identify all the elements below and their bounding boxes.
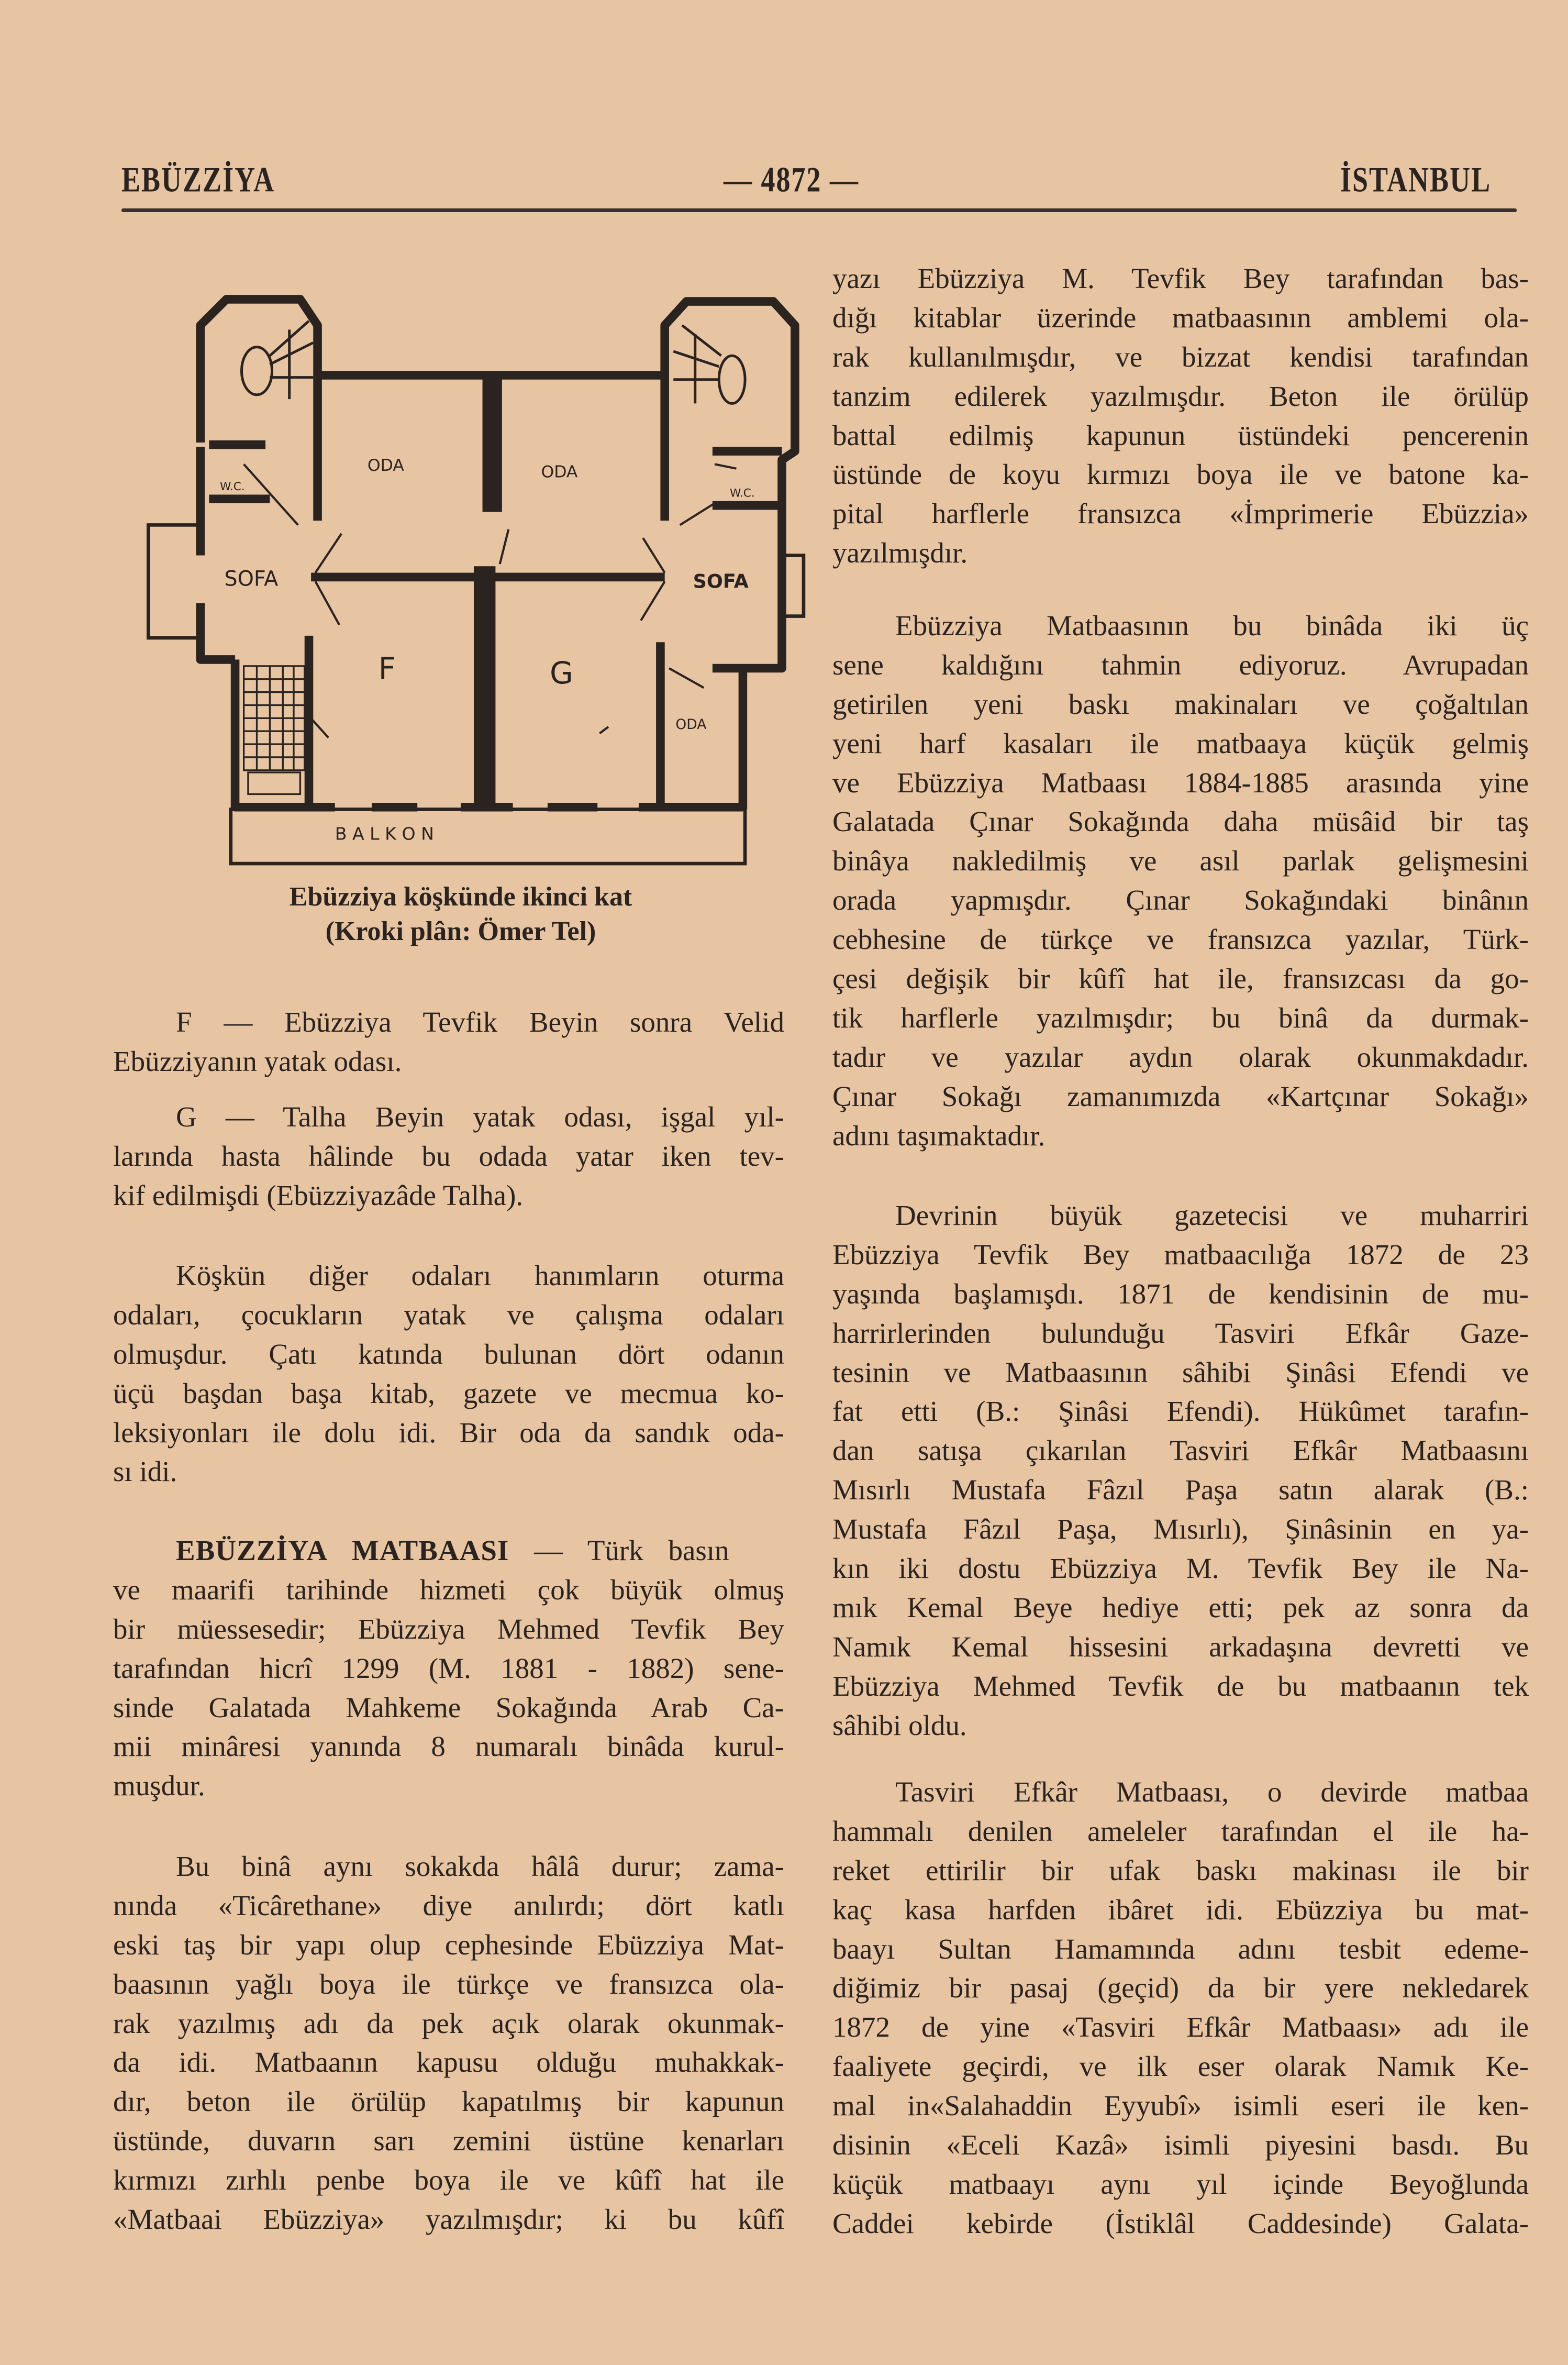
text-line: kırmızı zırhlı penbe boya ile ve kûfî hat ile xyxy=(113,2164,784,2196)
text-line: mii minâresi yanında 8 numaralı binâda kurul- xyxy=(113,1730,784,1763)
text-line: larında hasta hâlinde bu odada yatar iken tev- xyxy=(113,1140,784,1172)
text-line: sâhibi oldu. xyxy=(832,1709,967,1741)
paragraph xyxy=(113,1256,784,1491)
label-oda-3: ODA xyxy=(675,716,707,733)
text-line: tarafından hicrî 1299 (M. 1881 - 1882) sene- xyxy=(113,1652,784,1684)
text-line: baasının yağlı boya ile türkçe ve fransızca ola- xyxy=(113,1968,784,2000)
text-line: dığı kitablar üzerinde matbaasının amblemi ola- xyxy=(832,301,1529,334)
text-line: ve Ebüzziya Matbaası 1884-1885 arasında yine xyxy=(832,766,1529,799)
floor-plan-figure xyxy=(131,278,811,932)
text-line: harrirlerinden bulunduğu Tasviri Efkâr Gaze- xyxy=(832,1317,1529,1349)
text-line: da idi. Matbaanın kapusu olduğu muhakkak- xyxy=(113,2046,784,2079)
running-header-right: İSTANBUL xyxy=(1340,160,1492,200)
text-line: ve maarifi tarihinde hizmeti çok büyük olmuş xyxy=(113,1573,784,1606)
text-line: binâya nakledilmiş ve asıl parlak gelişmesini xyxy=(832,845,1529,877)
paragraph xyxy=(113,1098,784,1215)
text-line: Ebüzziyanın yatak odası. xyxy=(113,1045,402,1077)
text-line: muşdur. xyxy=(113,1770,205,1802)
label-oda-1: ODA xyxy=(367,456,404,475)
text-line: disinin «Eceli Kazâ» isimli piyesini basdı. Bu xyxy=(832,2129,1529,2161)
label-oda-2: ODA xyxy=(541,462,578,482)
text-line: Ebüzziya Mehmed Tevfik de bu matbaanın tek xyxy=(832,1670,1529,1702)
text-line: orada yapmışdır. Çınar Sokağındaki binânın xyxy=(832,884,1529,916)
paragraph xyxy=(113,1531,784,1806)
text-line: sene kaldığını tahmin ediyoruz. Avrupadan xyxy=(832,648,1529,681)
text-line: Çınar Sokağı zamanımızda «Kartçınar Sokağı» xyxy=(832,1080,1529,1112)
text-line: fat etti (B.: Şinâsi Efendi). Hükûmet tarafın- xyxy=(832,1395,1529,1428)
text-line: Galatada Çınar Sokağında daha müsâid bir taş xyxy=(832,805,1529,838)
text-line: tik harflerle yazılmışdır; bu binâ da durmak- xyxy=(832,1001,1529,1034)
text-line: yazılmışdır. xyxy=(832,537,968,569)
paragraph xyxy=(832,606,1529,1155)
text-line: Ebüzziya Matbaasının bu binâda iki üç xyxy=(895,610,1529,642)
text-line: tesinin ve Matbaasının sâhibi Şinâsi Efendi ve xyxy=(832,1356,1529,1388)
text-line: G — Talha Beyin yatak odası, işgal yıl- xyxy=(176,1101,784,1133)
text-line-rest: — Türk basın xyxy=(509,1534,729,1566)
text-line: Tasviri Efkâr Matbaası, o devirde matbaa xyxy=(895,1776,1529,1808)
figure-caption-line-2: (Kroki plân: Ömer Tel) xyxy=(325,916,596,946)
balcony xyxy=(231,809,745,864)
text-line: hammalı denilen ameleler tarafından el ile ha- xyxy=(832,1815,1529,1847)
text-line: kif edilmişdi (Ebüzziyazâde Talha). xyxy=(113,1179,524,1211)
text-line: kaç kasa harfden ibâret idi. Ebüzziya bu mat- xyxy=(832,1893,1529,1926)
text-line: diğimiz bir pasaj (geçid) da bir yere nekledarek xyxy=(832,1972,1529,2004)
text-line: olmuşdur. Çatı katında bulunan dört odanın xyxy=(113,1338,784,1370)
wall-top-middle xyxy=(483,375,502,512)
paragraph xyxy=(832,1196,1529,1745)
text-line: leksiyonları ile dolu idi. Bir oda da sandık oda- xyxy=(113,1416,784,1449)
paragraph xyxy=(832,1773,1529,2244)
text-line: çesi değişik bir kûfî hat ile, fransızcası da go- xyxy=(832,963,1529,995)
text-line: Caddei kebirde (İstiklâl Caddesinde) Galata- xyxy=(832,2207,1529,2239)
text-line: «Matbaai Ebüzziya» yazılmışdır; ki bu kûfî xyxy=(113,2203,784,2236)
section-heading: EBÜZZİYA MATBAASI xyxy=(176,1534,509,1566)
text-line: yaşında başlamışdı. 1871 de kendisinin de mu- xyxy=(832,1277,1529,1310)
paragraph xyxy=(113,1003,784,1081)
text-line: reket ettirilir bir ufak baskı makinası ile bir xyxy=(832,1854,1529,1886)
text-line: mık Kemal Beye hediye etti; pek az sonra da xyxy=(832,1591,1529,1623)
text-line: tadır ve yazılar aydın olarak okunmakdadır. xyxy=(832,1041,1529,1073)
text-line: üstünde de koyu kırmızı boya ile ve batone ka- xyxy=(832,458,1529,491)
text-line: rak kullanılmışdır, ve bizzat kendisi tarafından xyxy=(832,340,1529,373)
text-line: Mısırlı Mustafa Fâzıl Paşa satın alarak (B.: xyxy=(832,1474,1529,1506)
text-line: cebhesine de türkçe ve fransızca yazılar, Türk- xyxy=(832,923,1529,956)
text-line: nında «Ticârethane» diye anılırdı; dört katlı xyxy=(113,1889,784,1921)
text-line: getirilen yeni baskı makinaları ve çoğaltılan xyxy=(832,688,1529,720)
text-line: yazı Ebüzziya M. Tevfik Bey tarafından bas- xyxy=(832,262,1529,294)
text-line: Devrinin büyük gazetecisi ve muharriri xyxy=(895,1199,1529,1231)
text-line: F — Ebüzziya Tevfik Beyin sonra Velid xyxy=(176,1006,784,1038)
paragraph xyxy=(832,259,1529,573)
label-wc-left: W.C. xyxy=(220,480,245,494)
label-sofa-right: SOFA xyxy=(693,570,749,593)
page-number: — 4872 — xyxy=(724,160,859,200)
text-line: odaları, çocukların yatak ve çalışma odaları xyxy=(113,1298,784,1331)
text-line: Namık Kemal hissesini arkadaşına devretti ve xyxy=(832,1630,1529,1663)
text-line: dan satışa çıkarılan Tasviri Efkâr Matbaasını xyxy=(832,1434,1529,1467)
text-line: tanzim edilerek yazılmışdır. Beton ile örülüp xyxy=(832,380,1529,412)
figure-caption-line-1: Ebüzziya köşkünde ikinci kat xyxy=(289,882,632,912)
paragraph xyxy=(113,1847,784,2239)
text-line: adını taşımaktadır. xyxy=(832,1119,1046,1152)
running-header-left: EBÜZZİYA xyxy=(121,160,275,200)
text-line: üstünde, duvarın sarı zemini üstüne kenarları xyxy=(113,2125,784,2157)
header-rule xyxy=(121,208,1517,212)
bath-grid xyxy=(244,666,305,794)
text-line: Bu binâ aynı sokakda hâlâ durur; zama- xyxy=(176,1850,784,1882)
label-wc-right: W.C. xyxy=(730,487,755,500)
text-line: küçük matbaayı aynı yıl içinde Beyoğlunda xyxy=(832,2168,1529,2200)
label-balkon: B A L K O N xyxy=(335,823,434,844)
text-line: bir müessesedir; Ebüzziya Mehmed Tevfik Bey xyxy=(113,1612,784,1645)
text-line: Mustafa Fâzıl Paşa, Mısırlı), Şinâsinin en ya- xyxy=(832,1513,1529,1545)
text-line: faaliyete geçirdi, ve ilk eser olarak Namık Ke- xyxy=(832,2050,1529,2083)
text-line: dır, beton ile örülüp kapatılmış bir kapunun xyxy=(113,2085,784,2118)
text-line: eski taş bir yapı olup cephesinde Ebüzziya Mat- xyxy=(113,1928,784,1961)
wall-bottom-middle xyxy=(474,566,495,809)
text-line xyxy=(113,1531,784,1571)
text-line: battal edilmiş kapunun üstündeki pencerenin xyxy=(832,419,1529,451)
text-line: sinde Galatada Mahkeme Sokağında Arab Ca- xyxy=(113,1691,784,1723)
text-line: baayı Sultan Hamamında adını tesbit edeme- xyxy=(832,1932,1529,1965)
text-line: 1872 de yine «Tasviri Efkâr Matbaası» adı ile xyxy=(832,2011,1529,2043)
label-room-f: F xyxy=(378,650,396,687)
text-line: kın iki dostu Ebüzziya M. Tevfik Bey ile Na- xyxy=(832,1552,1529,1585)
text-line: rak yazılmış adı da pek açık olarak okunmak- xyxy=(113,2007,784,2039)
label-room-g: G xyxy=(550,655,574,691)
text-line: üçü başdan başa kitab, gazete ve mecmua ko- xyxy=(113,1377,784,1409)
text-line: pital harflerle fransızca «İmprimerie Ebüzzia» xyxy=(832,498,1529,530)
text-line: Ebüzziya Tevfik Bey matbaacılığa 1872 de 23 xyxy=(832,1238,1529,1270)
text-line: yeni harf kasaları ile matbaaya küçük gelmiş xyxy=(832,727,1529,759)
text-line: Köşkün diğer odaları hanımların oturma xyxy=(176,1259,784,1291)
text-line: mal in«Salahaddin Eyyubî» isimli eseri ile ken- xyxy=(832,2090,1529,2122)
text-line: sı idi. xyxy=(113,1455,177,1488)
label-sofa-left: SOFA xyxy=(224,567,279,591)
